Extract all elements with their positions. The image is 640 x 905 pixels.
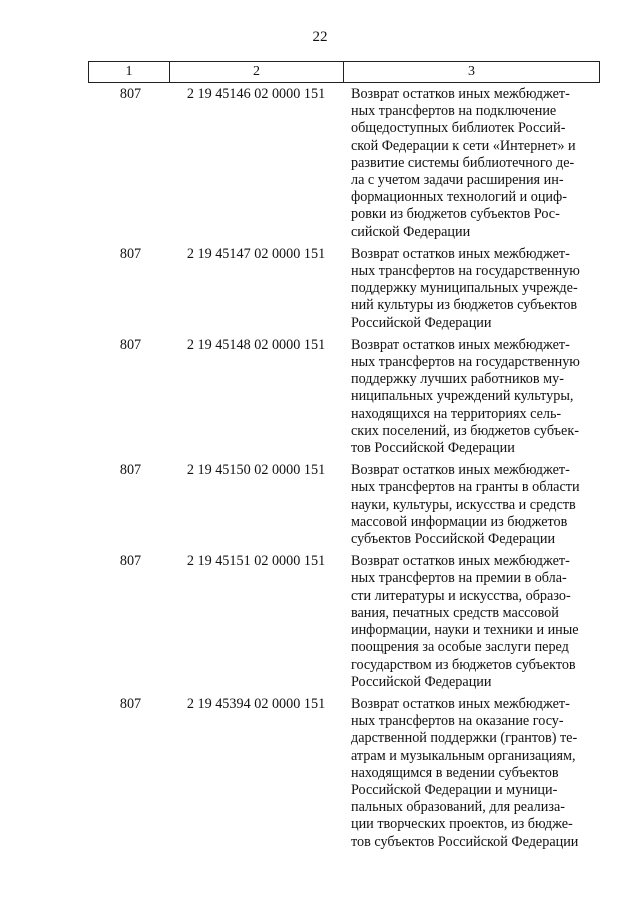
description-cell (343, 337, 600, 457)
header-col-2: 2 (170, 62, 344, 82)
description-line: ний культуры из бюджетов субъектов (351, 297, 578, 314)
description-line: вания, печатных средств массовой (351, 604, 559, 621)
admin-code-cell: 807 (119, 553, 142, 570)
admin-code-cell: 807 (119, 462, 142, 479)
description-line: субъектов Российской Федерации (351, 531, 556, 548)
description-line: дарственной поддержки (грантов) те- (351, 730, 578, 747)
description-line: сийской Федерации (351, 223, 471, 240)
description-line: Возврат остатков иных межбюджет- (351, 86, 570, 102)
description-line: ниципальных учреждений культуры, (351, 388, 574, 405)
description-line: Возврат остатков иных межбюджет- (351, 245, 570, 262)
description-line: Российской Федерации и муници- (351, 781, 558, 798)
description-line: массовой информации из бюджетов (351, 513, 568, 530)
description-cell (343, 246, 600, 332)
description-line: пальных образований, для реализа- (351, 799, 565, 816)
admin-code-cell: 807 (119, 245, 142, 262)
description-line: Российской Федерации (351, 314, 492, 331)
page-number: 22 (312, 29, 328, 45)
admin-code-cell: 807 (119, 336, 142, 353)
description-cell (343, 553, 600, 691)
budget-code-cell: 2 19 45148 02 0000 151 (186, 336, 326, 353)
budget-code-cell: 2 19 45394 02 0000 151 (186, 695, 326, 712)
admin-code-cell: 807 (119, 695, 142, 712)
description-line: тов субъектов Российской Федерации (351, 833, 579, 850)
budget-code-cell: 2 19 45147 02 0000 151 (186, 245, 326, 262)
description-cell (343, 462, 600, 548)
header-col-1: 1 (89, 62, 170, 82)
description-line: Возврат остатков иных межбюджет- (351, 553, 570, 570)
description-line: находящимся в ведении субъектов (351, 764, 559, 781)
description-line: развитие системы библиотечного де- (351, 154, 575, 171)
description-line: общедоступных библиотек Россий- (351, 120, 566, 137)
description-line: поддержку лучших работников му- (351, 371, 564, 388)
table-row (88, 337, 600, 457)
description-line: Российской Федерации (351, 673, 492, 690)
table-row (88, 553, 600, 691)
description-line: ровки из бюджетов субъектов Рос- (351, 206, 560, 223)
description-line: атрам и музыкальным организациям, (351, 747, 576, 764)
budget-code-cell: 2 19 45151 02 0000 151 (186, 553, 326, 570)
table-header (88, 61, 600, 83)
description-line: информации, науки и техники и иные (351, 622, 579, 639)
description-cell (343, 696, 600, 851)
description-line: ла с учетом задачи расширения ин- (351, 172, 564, 189)
description-line: ции творческих проектов, из бюдже- (351, 816, 573, 833)
description-line: государством из бюджетов субъектов (351, 656, 576, 673)
table-row (88, 462, 600, 548)
budget-code-cell: 2 19 45146 02 0000 151 (186, 86, 326, 102)
description-line: сти литературы и искусства, образо- (351, 587, 571, 604)
description-line: ской Федерации к сети «Интернет» и (351, 137, 576, 154)
description-line: ных трансфертов на подключение (351, 103, 557, 120)
description-cell (343, 86, 600, 241)
description-line: ских поселений, из бюджетов субъек- (351, 422, 579, 439)
description-line: формационных технологий и оциф- (351, 189, 567, 206)
description-line: поощрения за особые заслуги перед (351, 639, 569, 656)
admin-code-cell: 807 (119, 86, 142, 102)
description-line: поддержку муниципальных учрежде- (351, 280, 578, 297)
budget-code-cell: 2 19 45150 02 0000 151 (186, 462, 326, 479)
description-line: Возврат остатков иных межбюджет- (351, 462, 570, 479)
description-line: Возврат остатков иных межбюджет- (351, 695, 570, 712)
description-line: ных трансфертов на гранты в области (351, 479, 580, 496)
table-row (88, 86, 600, 241)
description-line: ных трансфертов на государственную (351, 354, 580, 371)
header-col-3: 3 (468, 64, 475, 79)
description-line: Возврат остатков иных межбюджет- (351, 336, 570, 353)
description-line: ных трансфертов на премии в обла- (351, 570, 567, 587)
description-line: науки, культуры, искусства и средств (351, 496, 576, 513)
table-row (88, 696, 600, 851)
description-line: ных трансфертов на государственную (351, 263, 580, 280)
table-row (88, 246, 600, 332)
table-body (88, 86, 600, 856)
description-line: ных трансфертов на оказание госу- (351, 713, 564, 730)
description-line: находящихся на территориях сель- (351, 405, 562, 422)
description-line: тов Российской Федерации (351, 440, 515, 457)
